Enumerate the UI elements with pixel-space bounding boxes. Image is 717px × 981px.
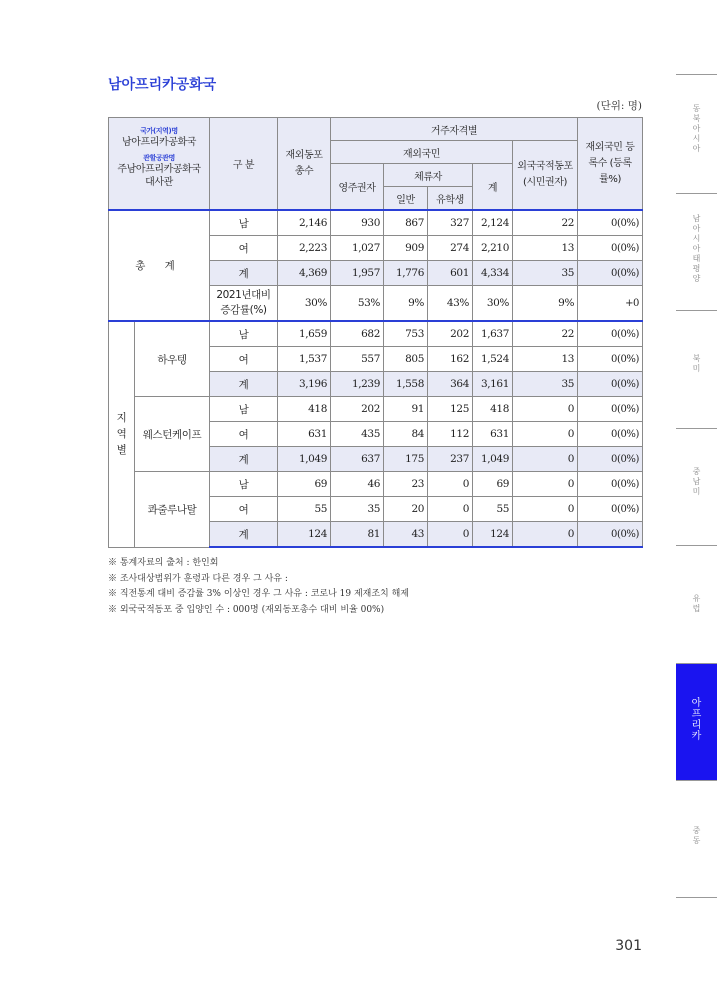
table-cell: 35 (513, 261, 578, 286)
statistics-table (108, 117, 643, 548)
table-cell: 43 (384, 522, 428, 548)
table-cell: 202 (331, 397, 384, 422)
table-cell: 0(0%) (578, 236, 643, 261)
table-cell: 1,524 (473, 347, 513, 372)
office-name: 주남아프리카공화국 대사관 (117, 164, 201, 188)
table-cell: 35 (331, 497, 384, 522)
table-cell: 22 (513, 210, 578, 236)
sidebar-divider (676, 780, 717, 781)
table-cell: 46 (331, 472, 384, 497)
table-cell: 0 (513, 472, 578, 497)
table-cell: 637 (331, 447, 384, 472)
subtotal-header: 계 (473, 164, 513, 211)
table-cell: 1,537 (278, 347, 331, 372)
table-cell: 327 (428, 210, 473, 236)
table-cell: 2,124 (473, 210, 513, 236)
sidebar-tab-label: 남아시아태평양 (692, 214, 701, 283)
table-cell: 0(0%) (578, 372, 643, 397)
total-header: 재외동포 총수 (278, 118, 331, 211)
table-cell: 909 (384, 236, 428, 261)
table-cell: 274 (428, 236, 473, 261)
table-cell: 9% (513, 286, 578, 322)
table-cell: 1,558 (384, 372, 428, 397)
sidebar-tab[interactable] (676, 104, 717, 164)
row-label: 남 (210, 472, 278, 497)
table-cell: 0(0%) (578, 472, 643, 497)
row-label: 여 (210, 497, 278, 522)
table-cell: 175 (384, 447, 428, 472)
table-cell: 0(0%) (578, 422, 643, 447)
table-cell: 30% (473, 286, 513, 322)
total-label: 총 계 (109, 210, 210, 321)
table-cell: 23 (384, 472, 428, 497)
sidebar-divider (676, 897, 717, 898)
table-cell: 237 (428, 447, 473, 472)
table-row (109, 210, 643, 236)
page-number: 301 (615, 938, 642, 954)
table-cell: 124 (473, 522, 513, 548)
table-cell: 805 (384, 347, 428, 372)
table-cell: 20 (384, 497, 428, 522)
table-row (109, 397, 643, 422)
unit-label: (단위: 명) (596, 100, 642, 112)
sidebar-divider (676, 428, 717, 429)
table-cell: 22 (513, 321, 578, 347)
table-cell: 682 (331, 321, 384, 347)
row-label: 계 (210, 447, 278, 472)
table-cell: 13 (513, 347, 578, 372)
table-cell: 112 (428, 422, 473, 447)
table-cell: 3,196 (278, 372, 331, 397)
table-cell: +0 (578, 286, 643, 322)
region-name: 콰줄루나탈 (135, 472, 210, 548)
table-cell: 9% (384, 286, 428, 322)
table-cell: 1,637 (473, 321, 513, 347)
table-cell: 91 (384, 397, 428, 422)
sidebar-tab-label: 아프리카 (691, 698, 702, 742)
country-header (109, 118, 210, 211)
row-label: 2021년대비 증감률(%) (210, 286, 278, 322)
table-cell: 202 (428, 321, 473, 347)
table-cell: 0(0%) (578, 397, 643, 422)
table-cell: 0 (513, 447, 578, 472)
table-cell: 13 (513, 236, 578, 261)
table-cell: 84 (384, 422, 428, 447)
table-cell: 69 (473, 472, 513, 497)
sidebar-tab-label: 중남미 (692, 467, 701, 496)
note-change: ※ 직전통계 대비 증감률 3% 이상인 경우 그 사유 : 코로나 19 제재조치 해제 (108, 589, 409, 599)
sidebar-tab[interactable] (676, 594, 717, 624)
table-cell: 0 (513, 522, 578, 548)
table-cell: 0 (428, 522, 473, 548)
student-header: 유학생 (428, 187, 473, 211)
table-cell: 930 (331, 210, 384, 236)
region-name: 웨스턴케이프 (135, 397, 210, 472)
row-label: 여 (210, 236, 278, 261)
table-cell: 0(0%) (578, 321, 643, 347)
row-label: 여 (210, 347, 278, 372)
sojourn-header: 체류자 (384, 164, 473, 187)
table-cell: 0 (513, 397, 578, 422)
table-cell: 0(0%) (578, 261, 643, 286)
country-label: 국가(지역)명 (140, 127, 178, 135)
table-cell: 4,369 (278, 261, 331, 286)
table-cell: 55 (278, 497, 331, 522)
notes (108, 556, 409, 618)
region-name: 하우텡 (135, 321, 210, 397)
table-cell: 0(0%) (578, 347, 643, 372)
sidebar-divider (676, 545, 717, 546)
table-cell: 0 (513, 497, 578, 522)
residence-header: 거주자격별 (331, 118, 578, 141)
table-cell: 0 (428, 472, 473, 497)
table-cell: 125 (428, 397, 473, 422)
table-cell: 1,027 (331, 236, 384, 261)
table-cell: 418 (473, 397, 513, 422)
table-cell: 0 (513, 422, 578, 447)
foreign-header: 외국국적동포 (시민권자) (513, 141, 578, 211)
table-cell: 0(0%) (578, 497, 643, 522)
row-label: 계 (210, 261, 278, 286)
sidebar-tab-label: 동북아시아 (692, 104, 701, 153)
sidebar-tab[interactable] (676, 826, 717, 856)
sidebar-tab[interactable] (676, 467, 717, 507)
note-source: ※ 통계자료의 출처 : 한인회 (108, 558, 219, 568)
region-label: 지 역 별 (109, 321, 135, 547)
registered-header: 재외국민 등록수 (등록률%) (578, 118, 643, 211)
table-cell: 753 (384, 321, 428, 347)
table-cell: 1,957 (331, 261, 384, 286)
table-cell: 0(0%) (578, 210, 643, 236)
table-cell: 1,049 (278, 447, 331, 472)
table-cell: 867 (384, 210, 428, 236)
table-cell: 2,146 (278, 210, 331, 236)
row-label: 여 (210, 422, 278, 447)
table-cell: 0(0%) (578, 447, 643, 472)
table-cell: 1,659 (278, 321, 331, 347)
table-cell: 1,776 (384, 261, 428, 286)
office-label: 관할공관명 (143, 154, 175, 162)
sidebar-divider (676, 310, 717, 311)
nationals-header: 재외국민 (331, 141, 513, 164)
table-cell: 364 (428, 372, 473, 397)
table-row (109, 321, 643, 347)
table-row (109, 472, 643, 497)
table-cell: 162 (428, 347, 473, 372)
table-cell: 1,049 (473, 447, 513, 472)
table-cell: 4,334 (473, 261, 513, 286)
table-cell: 1,239 (331, 372, 384, 397)
table-cell: 601 (428, 261, 473, 286)
row-label: 남 (210, 210, 278, 236)
row-label: 계 (210, 522, 278, 548)
permanent-header: 영주권자 (331, 164, 384, 211)
row-label: 계 (210, 372, 278, 397)
sidebar-tab[interactable] (676, 664, 717, 780)
page-title: 남아프리카공화국 (108, 77, 217, 93)
table-cell: 53% (331, 286, 384, 322)
note-adoptees: ※ 외국국적동포 중 입양인 수 : 000명 (재외동포총수 대비 비율 00%) (108, 604, 385, 615)
table-cell: 631 (278, 422, 331, 447)
table-cell: 2,223 (278, 236, 331, 261)
table-cell: 631 (473, 422, 513, 447)
note-scope: ※ 조사대상범위가 훈령과 다른 경우 그 사유 : (108, 573, 288, 584)
sidebar-tab[interactable] (676, 354, 717, 384)
country-name: 남아프리카공화국 (121, 137, 197, 148)
table-cell: 124 (278, 522, 331, 548)
gubun-header: 구 분 (210, 118, 278, 211)
sidebar-tab-label: 중동 (692, 826, 701, 845)
table-cell: 2,210 (473, 236, 513, 261)
sidebar-divider (676, 74, 717, 75)
table-cell: 43% (428, 286, 473, 322)
sidebar-tab[interactable] (676, 214, 717, 294)
table-cell: 0(0%) (578, 522, 643, 548)
table-cell: 35 (513, 372, 578, 397)
sidebar-divider (676, 193, 717, 194)
general-header: 일반 (384, 187, 428, 211)
table-cell: 0 (428, 497, 473, 522)
table-cell: 69 (278, 472, 331, 497)
row-label: 남 (210, 321, 278, 347)
sidebar-tab-label: 북미 (692, 354, 701, 373)
row-label: 남 (210, 397, 278, 422)
table-cell: 3,161 (473, 372, 513, 397)
table-cell: 435 (331, 422, 384, 447)
table-cell: 81 (331, 522, 384, 548)
table-cell: 55 (473, 497, 513, 522)
table-cell: 557 (331, 347, 384, 372)
table-cell: 30% (278, 286, 331, 322)
table-cell: 418 (278, 397, 331, 422)
sidebar-tab-label: 유럽 (692, 594, 701, 613)
